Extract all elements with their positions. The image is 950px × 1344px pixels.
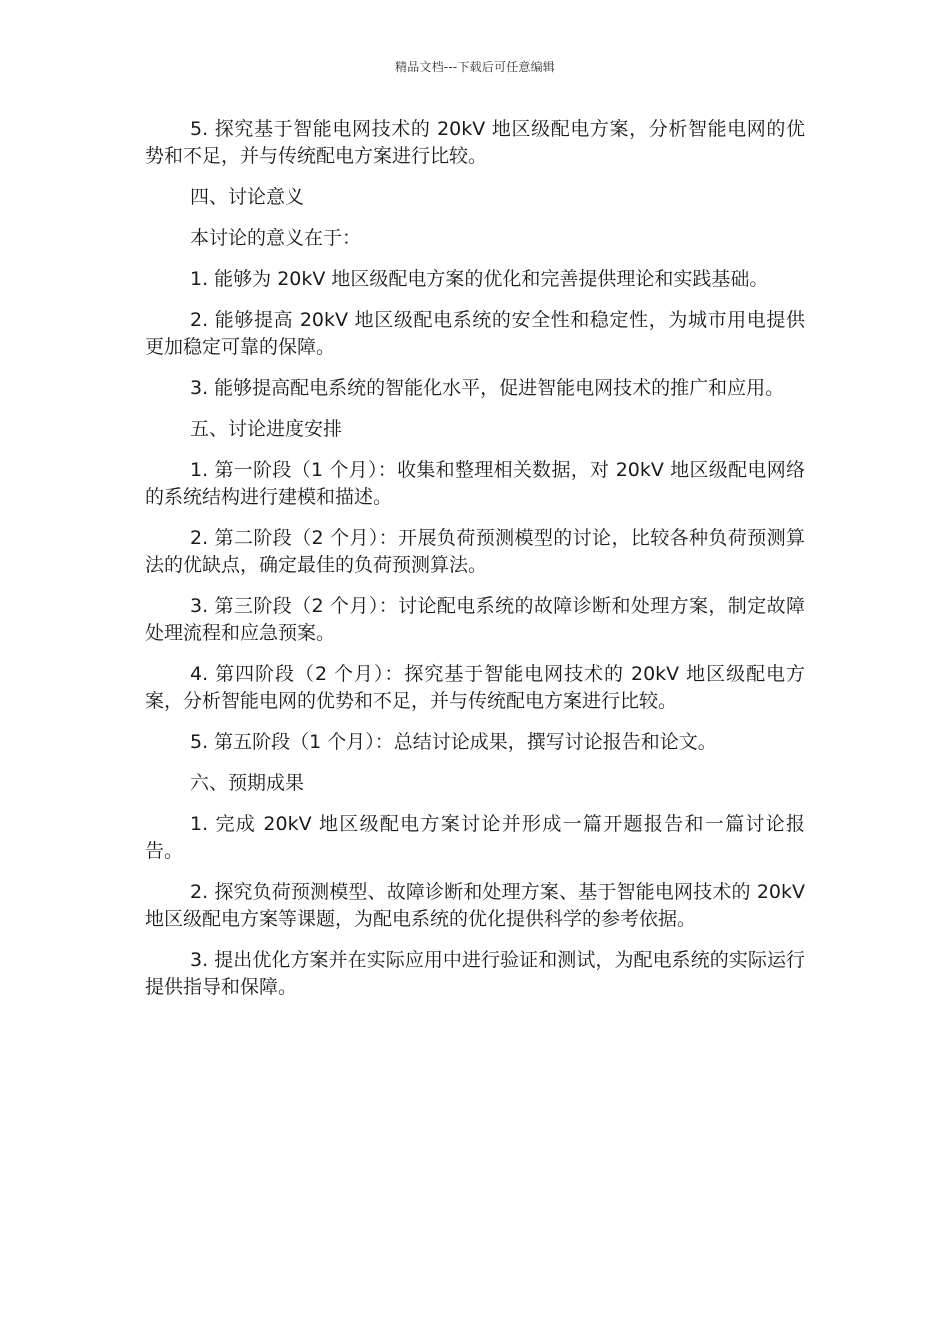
paragraph-schedule-1: 1. 第一阶段（1 个月）：收集和整理相关数据，对 20kV 地区级配电网络的系统结构进行建模和描述。: [145, 459, 805, 508]
paragraph-schedule-4: 4. 第四阶段（2 个月）：探究基于智能电网技术的 20kV 地区级配电方案，分析智能电网的优势和不足，并与传统配电方案进行比较。: [145, 663, 805, 712]
paragraph-significance-intro: 本讨论的意义在于：: [190, 227, 362, 249]
paragraph-schedule-2: 2. 第二阶段（2 个月）：开展负荷预测模型的讨论，比较各种负荷预测算法的优缺点，确定最佳的负荷预测算法。: [145, 527, 805, 576]
paragraph-outcome-1: 1. 完成 20kV 地区级配电方案讨论并形成一篇开题报告和一篇讨论报告。: [145, 813, 805, 862]
paragraph-outcome-3: 3. 提出优化方案并在实际应用中进行验证和测试，为配电系统的实际运行提供指导和保障。: [145, 949, 805, 998]
section-heading-outcomes: 六、预期成果: [190, 772, 305, 794]
paragraph-schedule-5: 5. 第五阶段（1 个月）：总结讨论成果，撰写讨论报告和论文。: [190, 731, 717, 753]
section-heading-schedule: 五、讨论进度安排: [190, 418, 343, 440]
paragraph-schedule-3: 3. 第三阶段（2 个月）：讨论配电系统的故障诊断和处理方案，制定故障处理流程和应急预案。: [145, 595, 805, 644]
paragraph-significance-1: 1. 能够为 20kV 地区级配电方案的优化和完善提供理论和实践基础。: [190, 268, 769, 290]
document-body: [145, 116, 805, 1015]
paragraph-significance-2: 2. 能够提高 20kV 地区级配电系统的安全性和稳定性，为城市用电提供更加稳定可靠的保障。: [145, 309, 805, 358]
page-header: 精品文档---下载后可任意编辑: [395, 60, 555, 74]
section-heading-significance: 四、讨论意义: [190, 186, 305, 208]
paragraph-objective-5: 5. 探究基于智能电网技术的 20kV 地区级配电方案，分析智能电网的优势和不足，并与传统配电方案进行比较。: [145, 118, 805, 167]
paragraph-significance-3: 3. 能够提高配电系统的智能化水平，促进智能电网技术的推广和应用。: [190, 377, 785, 399]
paragraph-outcome-2: 2. 探究负荷预测模型、故障诊断和处理方案、基于智能电网技术的 20kV 地区级配电方案等课题，为配电系统的优化提供科学的参考依据。: [145, 881, 805, 930]
